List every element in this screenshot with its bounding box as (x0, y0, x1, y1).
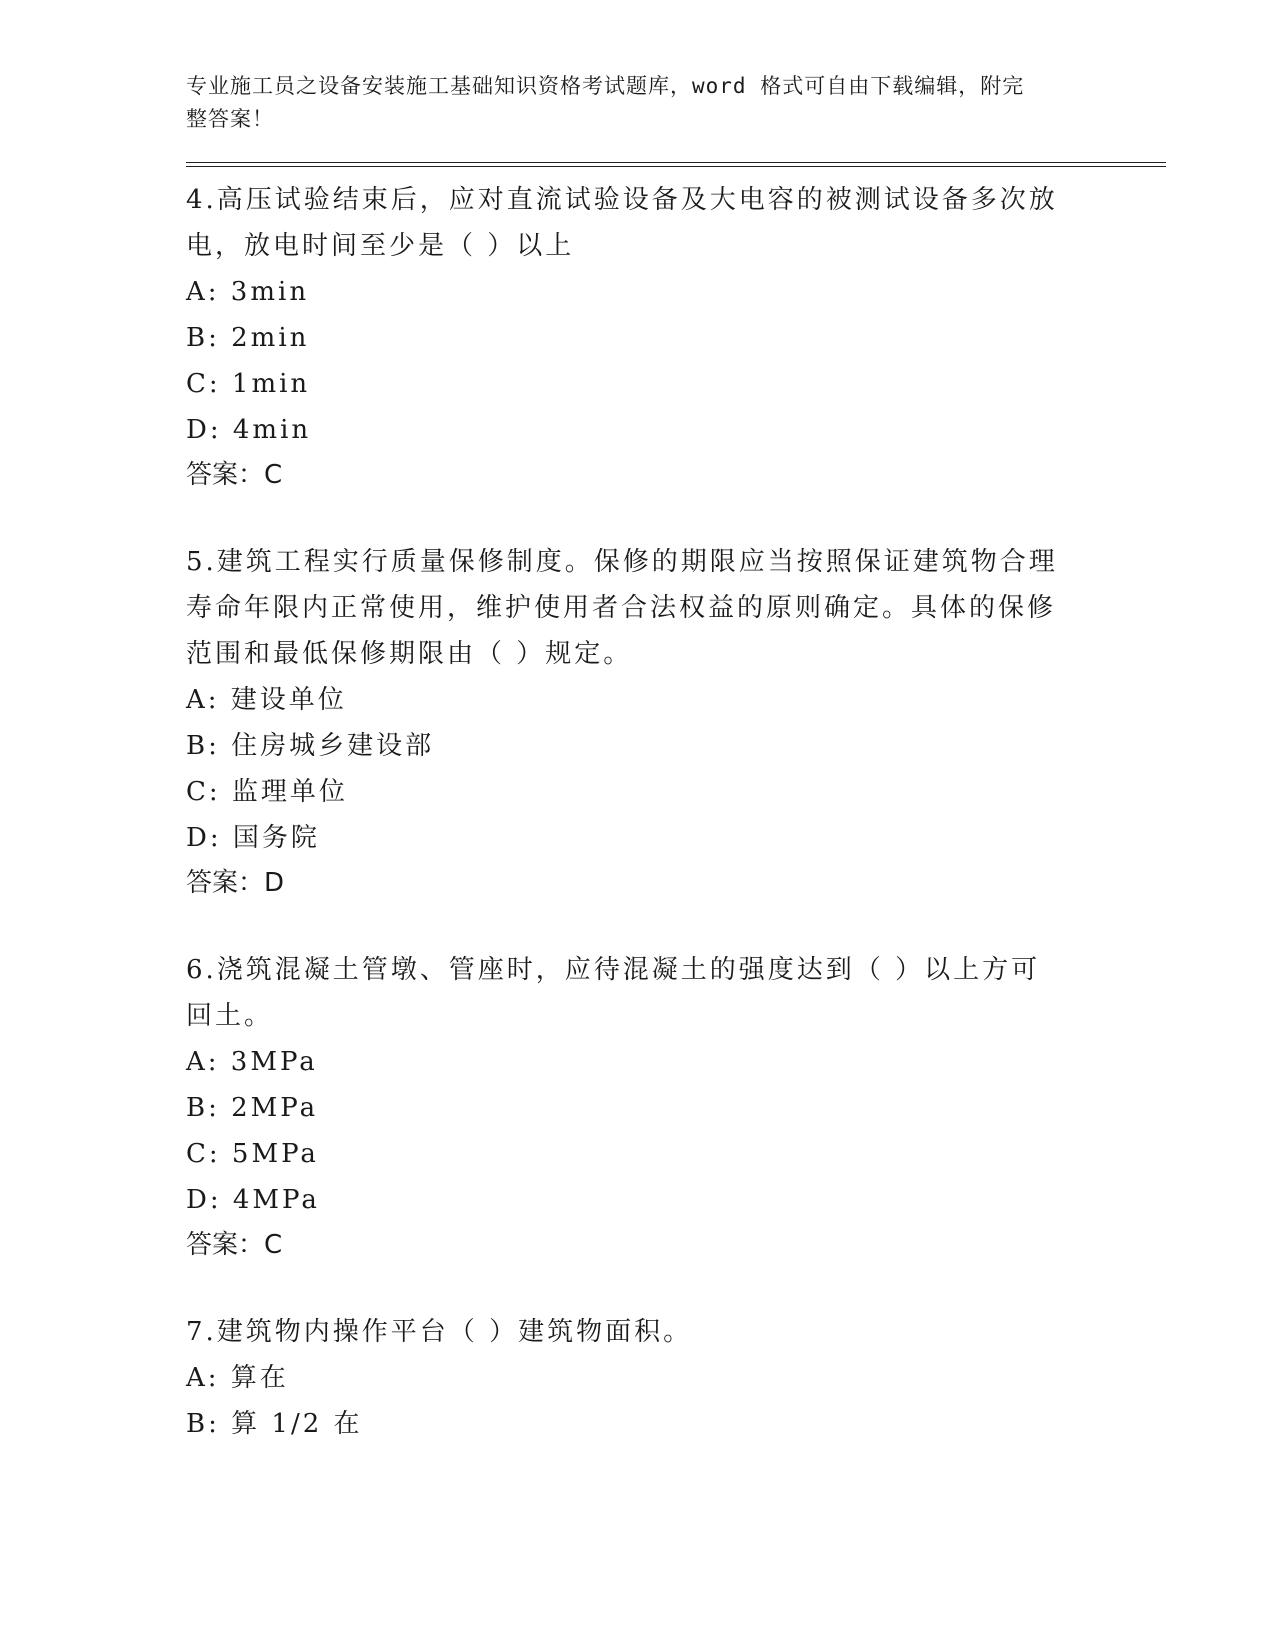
option-b: B: 2min (186, 323, 310, 353)
header-divider (186, 162, 1166, 167)
option-d: D: 4MPa (186, 1185, 320, 1215)
option-c: C: 1min (186, 369, 311, 399)
option-c: C: 5MPa (186, 1139, 319, 1169)
question-item (186, 1309, 1166, 1447)
question-item (186, 539, 1166, 905)
answer-line: 答案：C (186, 460, 283, 490)
option-d: D: 4min (186, 415, 312, 445)
option-a: A: 建设单位 (186, 685, 347, 715)
question-item (186, 947, 1166, 1267)
option-d: D: 国务院 (186, 823, 320, 853)
document-page (186, 70, 1166, 1489)
option-a: A: 3min (186, 277, 310, 307)
option-a: A: 算在 (186, 1363, 289, 1393)
option-b: B: 住房城乡建设部 (186, 731, 435, 761)
question-text: 7.建筑物内操作平台（ ）建筑物面积。 (186, 1317, 693, 1347)
option-b: B: 2MPa (186, 1093, 319, 1123)
option-c: C: 监理单位 (186, 777, 348, 807)
document-header: 专业施工员之设备安装施工基础知识资格考试题库，word 格式可自由下载编辑，附完整答案！ (186, 74, 1025, 131)
question-item (186, 177, 1166, 497)
answer-line: 答案：C (186, 1230, 283, 1260)
question-list (186, 177, 1166, 1447)
question-text: 4.高压试验结束后，应对直流试验设备及大电容的被测试设备多次放电，放电时间至少是（ ）以上 (186, 185, 1058, 261)
question-text: 6.浇筑混凝土管墩、管座时，应待混凝土的强度达到（ ）以上方可回土。 (186, 955, 1041, 1031)
option-a: A: 3MPa (186, 1047, 318, 1077)
question-text: 5.建筑工程实行质量保修制度。保修的期限应当按照保证建筑物合理寿命年限内正常使用，维护使用者合法权益的原则确定。具体的保修范围和最低保修期限由（ ）规定。 (186, 547, 1058, 669)
option-b: B: 算 1/2 在 (186, 1409, 363, 1439)
answer-line: 答案：D (186, 868, 285, 898)
